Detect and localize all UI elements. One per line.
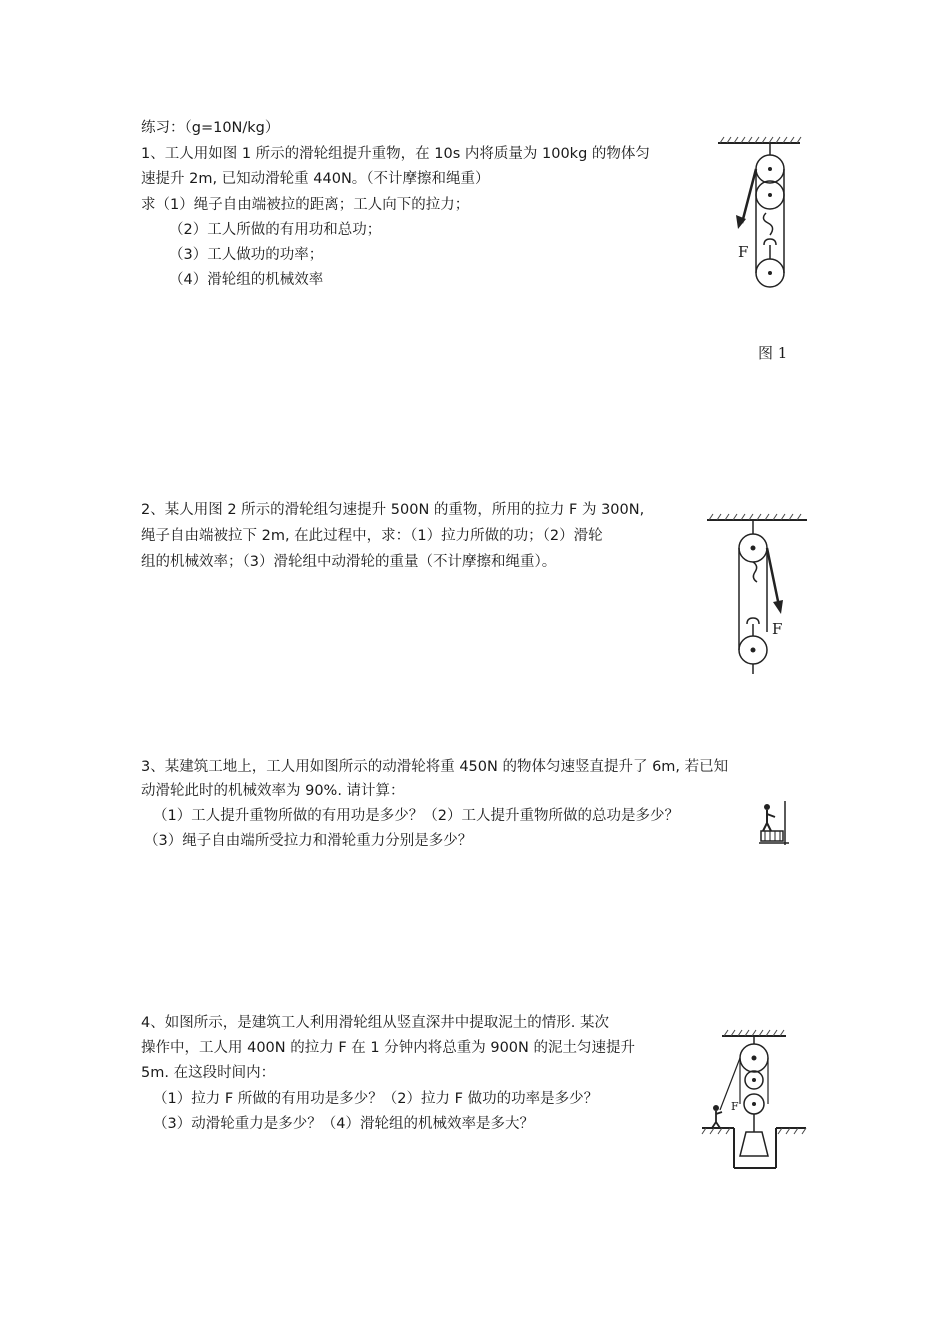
figure-1-pulley-system (710, 135, 810, 315)
q4-line-5: （3）动滑轮重力是多少？（4）滑轮组的机械效率是多大？ (153, 1116, 534, 1132)
q1-line-1: 1、工人用如图 1 所示的滑轮组提升重物，在 10s 内将质量为 100kg 的物体匀 (141, 146, 650, 162)
figure-3-worker-pulley (759, 801, 789, 845)
q3-line-1: 3、某建筑工地上，工人用如图所示的动滑轮将重 450N 的物体匀速竖直提升了 6m, 若已知 (141, 759, 729, 775)
q1-line-2: 速提升 2m, 已知动滑轮重 440N。（不计摩擦和绳重） (141, 171, 490, 187)
exercise-heading: 练习：（g=10N/kg） (141, 120, 280, 136)
q1-line-4: （2）工人所做的有用功和总功； (169, 222, 382, 238)
q2-line-1: 2、某人用图 2 所示的滑轮组匀速提升 500N 的重物，所用的拉力 F 为 300N, (141, 502, 645, 518)
figure-1-caption: 图 1 (758, 344, 788, 362)
figure-2-pulley-system (703, 512, 813, 682)
q4-line-3: 5m. 在这段时间内： (141, 1065, 276, 1081)
q4-line-1: 4、如图所示，是建筑工人利用滑轮组从竖直深井中提取泥土的情形. 某次 (141, 1015, 609, 1031)
q1-line-3: 求（1）绳子自由端被拉的距离；工人向下的拉力； (141, 197, 470, 213)
q3-line-4: （3）绳子自由端所受拉力和滑轮重力分别是多少？ (144, 833, 473, 849)
q2-line-2: 绳子自由端被拉下 2m, 在此过程中，求：（1）拉力所做的功；（2）滑轮 (141, 528, 603, 544)
q2-line-3: 组的机械效率；（3）滑轮组中动滑轮的重量（不计摩擦和绳重）。 (141, 554, 557, 570)
figure-2-force-label: F (772, 620, 783, 638)
q4-line-2: 操作中，工人用 400N 的拉力 F 在 1 分钟内将总重为 900N 的泥土匀速提升 (141, 1040, 635, 1056)
q1-line-6: （4）滑轮组的机械效率 (169, 272, 324, 288)
figure-4-well-pulley (702, 1028, 812, 1178)
q1-line-5: （3）工人做功的功率； (169, 247, 324, 263)
figure-4-force-label: F (731, 1100, 739, 1113)
q4-line-4: （1）拉力 F 所做的有用功是多少？（2）拉力 F 做功的功率是多少？ (153, 1091, 599, 1107)
q3-line-2: 动滑轮此时的机械效率为 90%. 请计算： (141, 783, 405, 799)
figure-1-force-label: F (738, 243, 749, 261)
q3-line-3: （1）工人提升重物所做的有用功是多少？（2）工人提升重物所做的总功是多少？ (153, 808, 679, 824)
